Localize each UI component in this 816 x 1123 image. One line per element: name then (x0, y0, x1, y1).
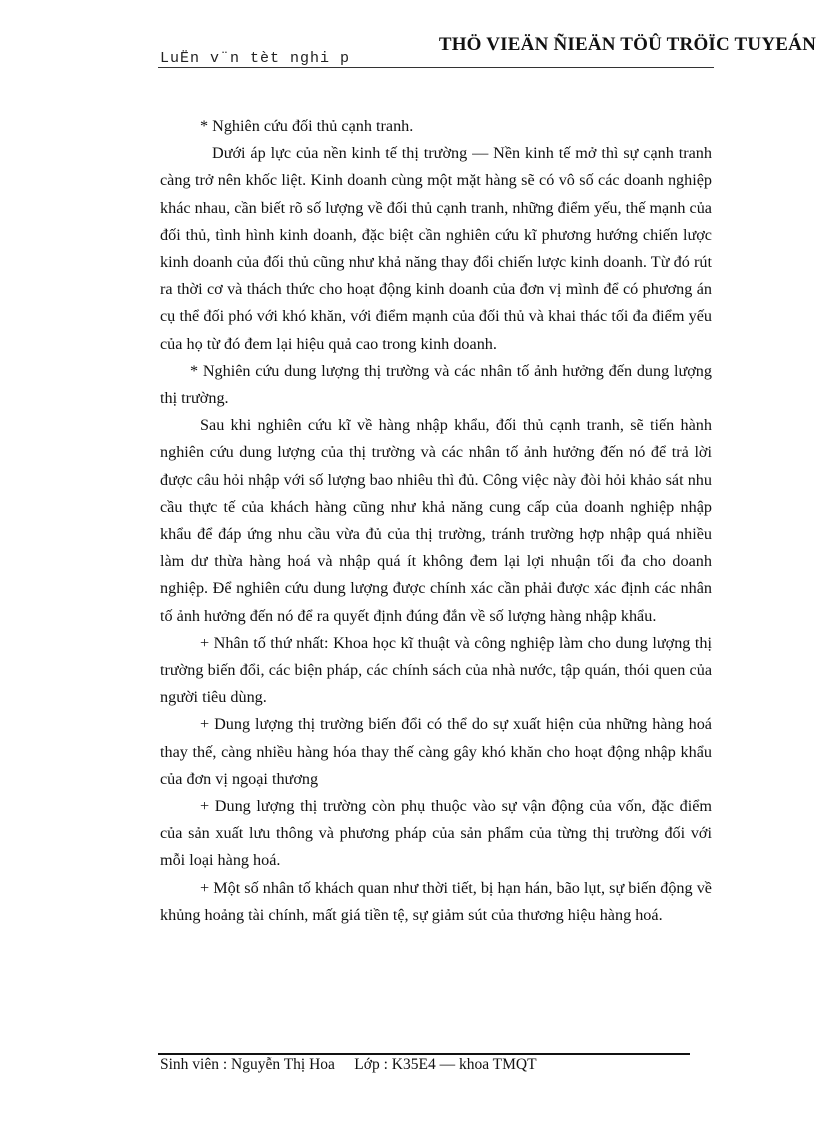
header-divider (158, 67, 714, 68)
header-library-title: THÖ VIEÄN ÑIEÄN TÖÛ TRÖÏC TUYEÁN (438, 34, 816, 55)
footer-divider (158, 1053, 690, 1055)
list-item-factor-3: + Dung lượng thị trường còn phụ thuộc vào sự vận động của vốn, đặc điểm của sản xuất lưu thông và phương pháp của sản phẩm của từng thị trường đối với mỗi loại hàng hoá. (160, 797, 712, 870)
list-item-factor-2: + Dung lượng thị trường biến đổi có thể do sự xuất hiện của những hàng hoá thay thế, càng nhiều hàng hóa thay thế càng gây khó khăn cho hoạt động nhập khẩu của đơn vị ngoại thương (160, 715, 712, 788)
paragraph-market-capacity: Sau khi nghiên cứu kĩ về hàng nhập khẩu, đối thủ cạnh tranh, sẽ tiến hành nghiên cứu dung lượng của thị trường và các nhân tố ảnh hưởng đến nó để trả lời được câu hỏi nhập với số lượng bao nhiêu thì đủ. Công việc này đòi hỏi khảo sát nhu cầu thực tế của khách hàng cũng như khả năng cung cấp của doanh nghiệp nhập khẩu để đáp ứng nhu cầu vừa đủ của thị trường, tránh trường hợp nhập quá nhiều làm dư thừa hàng hoá và nhập quá ít không đem lại lợi nhuận tối đa cho doanh nghiệp. Để nghiên cứu dung lượng được chính xác cần phải được xác định các nhân tố ảnh hưởng đến nó để ra quyết định đúng đắn về số lượng hàng nhập khẩu. (160, 416, 712, 625)
section-heading-market-capacity: * Nghiên cứu dung lượng thị trường và các nhân tố ảnh hưởng đến dung lượng thị trường. (160, 361, 712, 408)
list-item-factor-4: + Một số nhân tố khách quan như thời tiết, bị hạn hán, bão lụt, sự biến động về khủng hoảng tài chính, mất giá tiền tệ, sự giảm sút của thương hiệu hàng hoá. (160, 878, 712, 924)
header-thesis-title: LuËn v¨n tèt nghi p (160, 50, 351, 67)
page-footer: Sinh viên : Nguyễn Thị Hoa Lớp : K35E4 — khoa TMQT (160, 1056, 537, 1073)
list-item-factor-1: + Nhân tố thứ nhất: Khoa học kĩ thuật và công nghiệp làm cho dung lượng thị trường biến đổi, các biện pháp, các chính sách của nhà nước, tập quán, thói quen của người tiêu dùng. (160, 633, 712, 707)
paragraph-competitors: Dưới áp lực của nền kinh tế thị trường — Nền kinh tế mở thì sự cạnh tranh càng trở nên khốc liệt. Kinh doanh cùng một mặt hàng sẽ có vô số các doanh nghiệp khác nhau, cần biết rõ số lượng về đối thủ cạnh tranh, những điểm yếu, thế mạnh của đối thủ, tình hình kinh doanh, đặc biệt cần nghiên cứu kĩ phương hướng chiến lược kinh doanh của đối thủ cũng như khả năng thay đổi chiến lược kinh doanh. Từ đó rút ra thời cơ và thách thức cho hoạt động kinh doanh của đơn vị mình để có phương án cụ thể đối phó với khó khăn, với điểm mạnh của đối thủ và khai thác tối đa điểm yếu của họ từ đó đem lại hiệu quả cao trong kinh doanh. (160, 144, 712, 353)
section-heading-competitors: * Nghiên cứu đối thủ cạnh tranh. (200, 117, 414, 135)
document-body (160, 113, 712, 929)
